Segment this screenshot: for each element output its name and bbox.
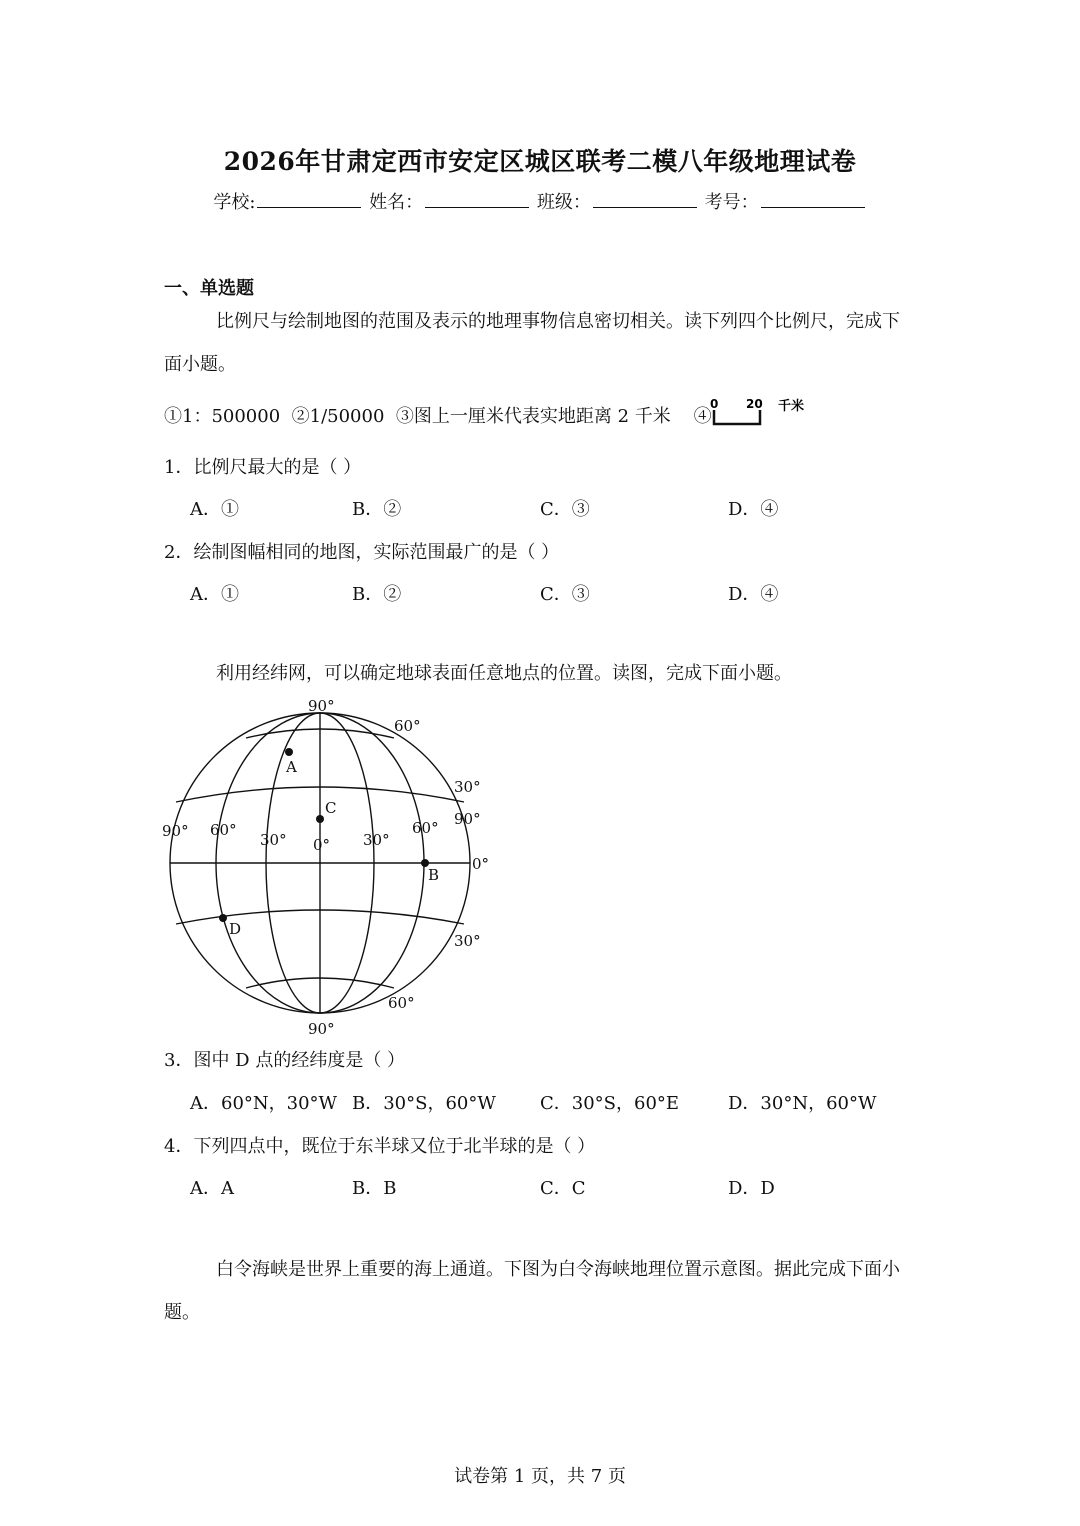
- q2-option-b[interactable]: B．②: [352, 584, 402, 605]
- q3-option-d[interactable]: D．30°N，60°W: [728, 1093, 877, 1114]
- question-4-stem: 4．下列四点中，既位于东半球又位于北半球的是（ ）: [164, 1136, 596, 1157]
- label-lon-90w: 90°: [162, 822, 189, 840]
- point-a-marker: [285, 748, 293, 756]
- label-lat-60s: 60°: [388, 994, 415, 1012]
- section-heading: 一、单选题: [164, 278, 254, 299]
- q2-option-c[interactable]: C．③: [540, 584, 590, 605]
- class-blank: [593, 189, 697, 208]
- q3-option-a[interactable]: A．60°N，30°W: [190, 1093, 338, 1114]
- school-label: 学校:: [213, 192, 256, 213]
- number-blank: [761, 189, 865, 208]
- graticule-globe-figure: [158, 690, 498, 1040]
- label-lat-60n: 60°: [394, 717, 421, 735]
- scale-bar-line: [714, 410, 760, 424]
- label-lat-30s: 30°: [454, 932, 481, 950]
- page-title: 2026年甘肃定西市安定区城区联考二模八年级地理试卷: [223, 147, 857, 176]
- scale-2: ②1/50000: [291, 406, 385, 427]
- scale-bar-zero: 0: [710, 397, 719, 411]
- scale-3: ③图上一厘米代表实地距离 2 千米: [395, 406, 671, 427]
- passage-scale: 比例尺与绘制地图的范围及表示的地理事物信息密切相关。读下列四个比例尺，完成下面小题。: [164, 311, 900, 375]
- passage-graticule: 利用经纬网，可以确定地球表面任意地点的位置。读图，完成下面小题。: [216, 663, 792, 684]
- q3-option-c[interactable]: C．30°S，60°E: [540, 1093, 680, 1114]
- scale-4: ④: [693, 406, 712, 427]
- label-point-a: A: [286, 758, 297, 776]
- question-1-stem: 1．比例尺最大的是（ ）: [164, 457, 362, 478]
- label-lon-60e: 60°: [412, 819, 439, 837]
- scale-bar-twenty: 20: [746, 397, 763, 411]
- point-d-marker: [219, 914, 227, 922]
- q4-option-b[interactable]: B．B: [352, 1178, 397, 1199]
- label-point-c: C: [325, 799, 337, 817]
- passage-bering-strait: 白令海峡是世界上重要的海上通道。下图为白令海峡地理位置示意图。据此完成下面小题。: [164, 1259, 900, 1323]
- q4-option-c[interactable]: C．C: [540, 1178, 586, 1199]
- q3-option-b[interactable]: B．30°S，60°W: [352, 1093, 496, 1114]
- label-lon-60w: 60°: [210, 821, 237, 839]
- q4-option-a[interactable]: A．A: [190, 1178, 234, 1199]
- label-lon-30w: 30°: [260, 831, 287, 849]
- scale-bar-unit: 千米: [778, 399, 805, 414]
- name-label: 姓名：: [369, 192, 424, 213]
- number-label: 考号：: [704, 192, 759, 213]
- label-north-90: 90°: [308, 697, 335, 715]
- label-lon-0: 0°: [313, 836, 331, 854]
- label-point-d: D: [229, 920, 242, 938]
- q2-option-d[interactable]: D．④: [728, 584, 779, 605]
- label-point-b: B: [428, 866, 440, 884]
- label-lon-90e: 90°: [454, 810, 481, 828]
- class-label: 班级：: [536, 192, 591, 213]
- q4-option-d[interactable]: D．D: [728, 1178, 775, 1199]
- school-blank: [257, 189, 361, 208]
- label-lon-30e: 30°: [363, 831, 390, 849]
- line-scale-figure: [708, 396, 818, 430]
- student-info-row: [0, 188, 1080, 214]
- label-lat-30n: 30°: [454, 778, 481, 796]
- page-footer: 试卷第 1 页，共 7 页: [454, 1466, 626, 1487]
- q1-option-a[interactable]: A．①: [190, 499, 239, 520]
- q1-option-b[interactable]: B．②: [352, 499, 402, 520]
- q1-option-c[interactable]: C．③: [540, 499, 590, 520]
- label-equator: 0°: [472, 855, 490, 873]
- question-2-stem: 2．绘制图幅相同的地图，实际范围最广的是（ ）: [164, 542, 560, 563]
- q1-option-d[interactable]: D．④: [728, 499, 779, 520]
- label-south-90: 90°: [308, 1020, 335, 1038]
- q2-option-a[interactable]: A．①: [190, 584, 239, 605]
- scale-1: ①1：500000: [164, 406, 281, 427]
- point-c-marker: [316, 815, 324, 823]
- question-3-stem: 3．图中 D 点的经纬度是（ ）: [164, 1050, 406, 1071]
- scale-list: [164, 402, 712, 428]
- name-blank: [425, 189, 529, 208]
